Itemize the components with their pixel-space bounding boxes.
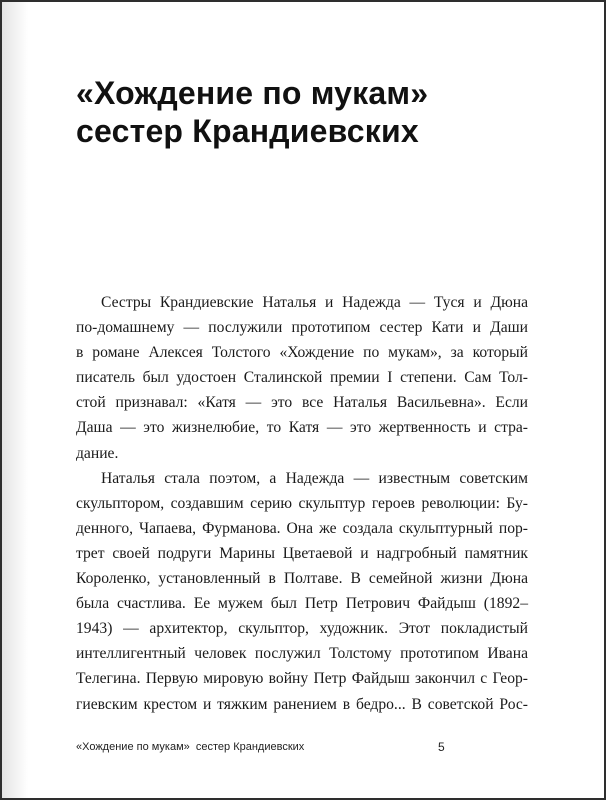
text-line: стой признавал: «Катя — это все Наталья Васильевна». Если <box>76 394 528 412</box>
text-line: трет своей подруги Марины Цветаевой и надгробный памятник <box>76 544 528 562</box>
text-line: Телегина. Первую мировую войну Петр Файдыш закончил с Геор- <box>76 670 528 688</box>
text-line: интеллигентный человек послужил Толстому прототипом Ивана <box>76 645 528 663</box>
text-line: Даша — это жизнелюбие, то Катя — это жертвенность и стра- <box>76 419 528 437</box>
text-line: гиевским крестом и тяжким ранением в бедро... В советской Рос- <box>76 695 528 713</box>
paragraph-1 <box>76 290 528 466</box>
page-number: 5 <box>438 740 445 754</box>
paragraph-2 <box>76 466 528 717</box>
text-line: Короленко, установленный в Полтаве. В семейной жизни Дюна <box>76 570 528 588</box>
body-text <box>76 290 528 717</box>
text-line: по-домашнему — послужили прототипом сестер Кати и Даши <box>76 319 528 337</box>
running-footer-title: «Хождение по мукам» сестер Крандиевских <box>76 741 305 753</box>
text-line: Сестры Крандиевские Наталья и Надежда — Туся и Дюна <box>101 294 528 311</box>
text-line: Наталья стала поэтом, а Надежда — известным советским <box>101 469 528 487</box>
text-line: была счастлива. Ее мужем был Петр Петрович Файдыш (1892– <box>76 595 528 613</box>
text-line: 1943) — архитектор, скульптор, художник. Этот покладистый <box>76 620 528 638</box>
page-edge-shadow <box>2 2 28 798</box>
chapter-title <box>76 74 428 150</box>
chapter-title-line-1: «Хождение по мукам» <box>76 75 429 111</box>
text-line: скульптором, создавшим серию скульптур героев революции: Бу- <box>76 494 528 512</box>
chapter-title-line-2: сестер Крандиевских <box>76 113 419 149</box>
text-line: денного, Чапаева, Фурманова. Она же создала скульптурный пор- <box>76 519 528 537</box>
text-line: дание. <box>76 444 119 462</box>
text-line: писатель был удостоен Сталинской премии I степени. Сам Тол- <box>76 369 528 387</box>
text-line: в романе Алексея Толстого «Хождение по мукам», за который <box>76 344 528 362</box>
